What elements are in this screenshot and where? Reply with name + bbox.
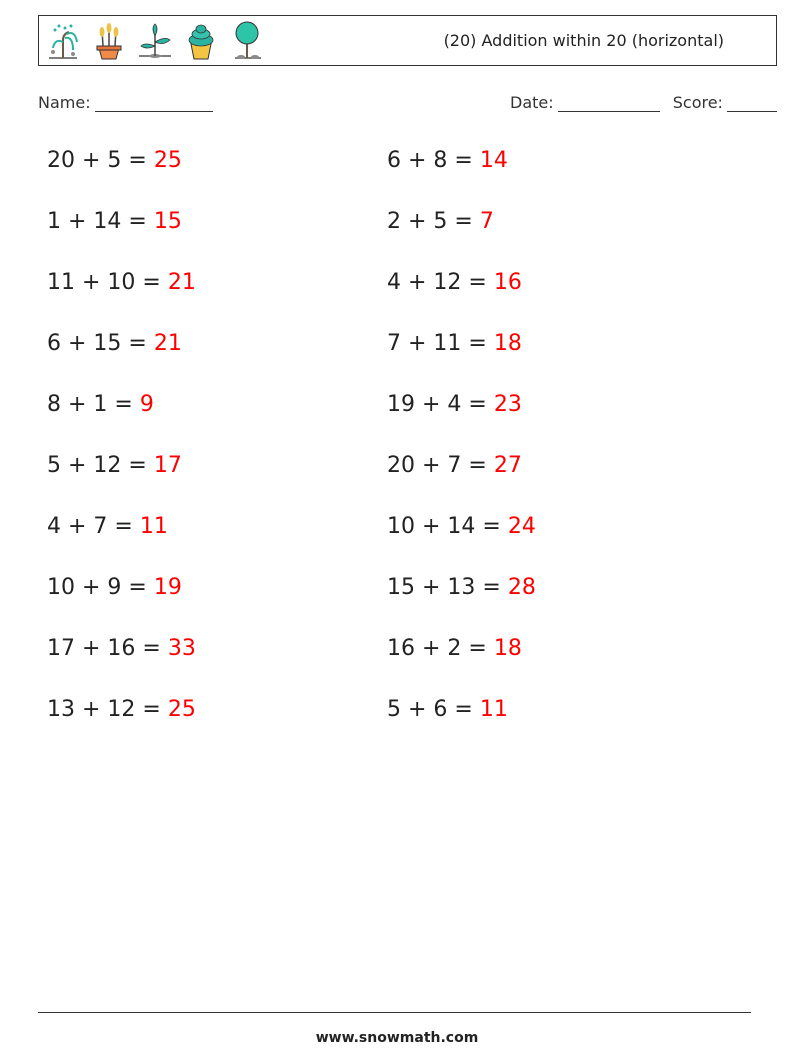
- problem-answer: 11: [479, 697, 508, 722]
- problem-item: [387, 453, 522, 478]
- problem-answer: 18: [493, 636, 522, 661]
- problem-item: [387, 392, 522, 417]
- problem-answer: 25: [167, 697, 196, 722]
- problem-question: 7 + 11 =: [387, 331, 494, 356]
- name-line[interactable]: [95, 96, 213, 112]
- problem-answer: 21: [167, 270, 196, 295]
- problem-item: [47, 453, 182, 478]
- name-field: [38, 93, 213, 112]
- willow-tree-icon: [45, 20, 81, 62]
- problem-question: 2 + 5 =: [387, 209, 480, 234]
- problem-item: [47, 148, 182, 173]
- problem-item: [387, 331, 522, 356]
- problem-question: 11 + 10 =: [47, 270, 168, 295]
- problem-question: 13 + 12 =: [47, 697, 168, 722]
- header-icons: [45, 20, 265, 62]
- problem-question: 4 + 7 =: [47, 514, 140, 539]
- problem-answer: 11: [139, 514, 168, 539]
- score-label: Score:: [672, 93, 723, 112]
- problem-item: [47, 270, 196, 295]
- name-label: Name:: [38, 93, 91, 112]
- problem-answer: 21: [153, 331, 182, 356]
- problem-answer: 15: [153, 209, 182, 234]
- problem-question: 4 + 12 =: [387, 270, 494, 295]
- problem-answer: 27: [493, 453, 522, 478]
- problem-question: 17 + 16 =: [47, 636, 168, 661]
- problem-item: [387, 209, 494, 234]
- problem-answer: 14: [479, 148, 508, 173]
- problem-question: 5 + 12 =: [47, 453, 154, 478]
- footer-website: www.snowmath.com: [315, 1030, 479, 1046]
- problem-item: [387, 636, 522, 661]
- problem-question: 20 + 7 =: [387, 453, 494, 478]
- problem-question: 16 + 2 =: [387, 636, 494, 661]
- problem-answer: 7: [479, 209, 494, 234]
- problem-question: 10 + 9 =: [47, 575, 154, 600]
- wheat-pot-icon: [91, 20, 127, 62]
- problem-question: 15 + 13 =: [387, 575, 508, 600]
- problem-question: 6 + 8 =: [387, 148, 480, 173]
- problem-answer: 23: [493, 392, 522, 417]
- problem-item: [387, 148, 508, 173]
- problem-answer: 28: [507, 575, 536, 600]
- problem-item: [47, 697, 196, 722]
- problem-item: [47, 331, 182, 356]
- problem-item: [47, 575, 182, 600]
- potted-plant-icon: [183, 20, 219, 62]
- problem-question: 6 + 15 =: [47, 331, 154, 356]
- problem-item: [387, 575, 536, 600]
- score-line[interactable]: [727, 96, 777, 112]
- problem-item: [47, 514, 168, 539]
- problem-question: 10 + 14 =: [387, 514, 508, 539]
- problem-question: 20 + 5 =: [47, 148, 154, 173]
- problem-item: [387, 270, 522, 295]
- footer-divider: [38, 1012, 751, 1013]
- problem-answer: 17: [153, 453, 182, 478]
- problem-answer: 16: [493, 270, 522, 295]
- problem-item: [387, 514, 536, 539]
- problem-item: [47, 209, 182, 234]
- problem-answer: 9: [139, 392, 154, 417]
- problem-question: 8 + 1 =: [47, 392, 140, 417]
- problem-answer: 24: [507, 514, 536, 539]
- date-label: Date:: [510, 93, 554, 112]
- problem-question: 1 + 14 =: [47, 209, 154, 234]
- problem-answer: 18: [493, 331, 522, 356]
- seedling-icon: [137, 20, 173, 62]
- problem-answer: 19: [153, 575, 182, 600]
- round-tree-icon: [229, 20, 265, 62]
- problem-item: [47, 636, 196, 661]
- worksheet-title: (20) Addition within 20 (horizontal): [443, 31, 724, 50]
- date-line[interactable]: [558, 96, 660, 112]
- date-score-fields: [510, 93, 777, 112]
- problem-item: [47, 392, 154, 417]
- problem-question: 19 + 4 =: [387, 392, 494, 417]
- problem-answer: 33: [167, 636, 196, 661]
- header-box: [38, 15, 777, 66]
- problem-item: [387, 697, 508, 722]
- problem-answer: 25: [153, 148, 182, 173]
- problem-question: 5 + 6 =: [387, 697, 480, 722]
